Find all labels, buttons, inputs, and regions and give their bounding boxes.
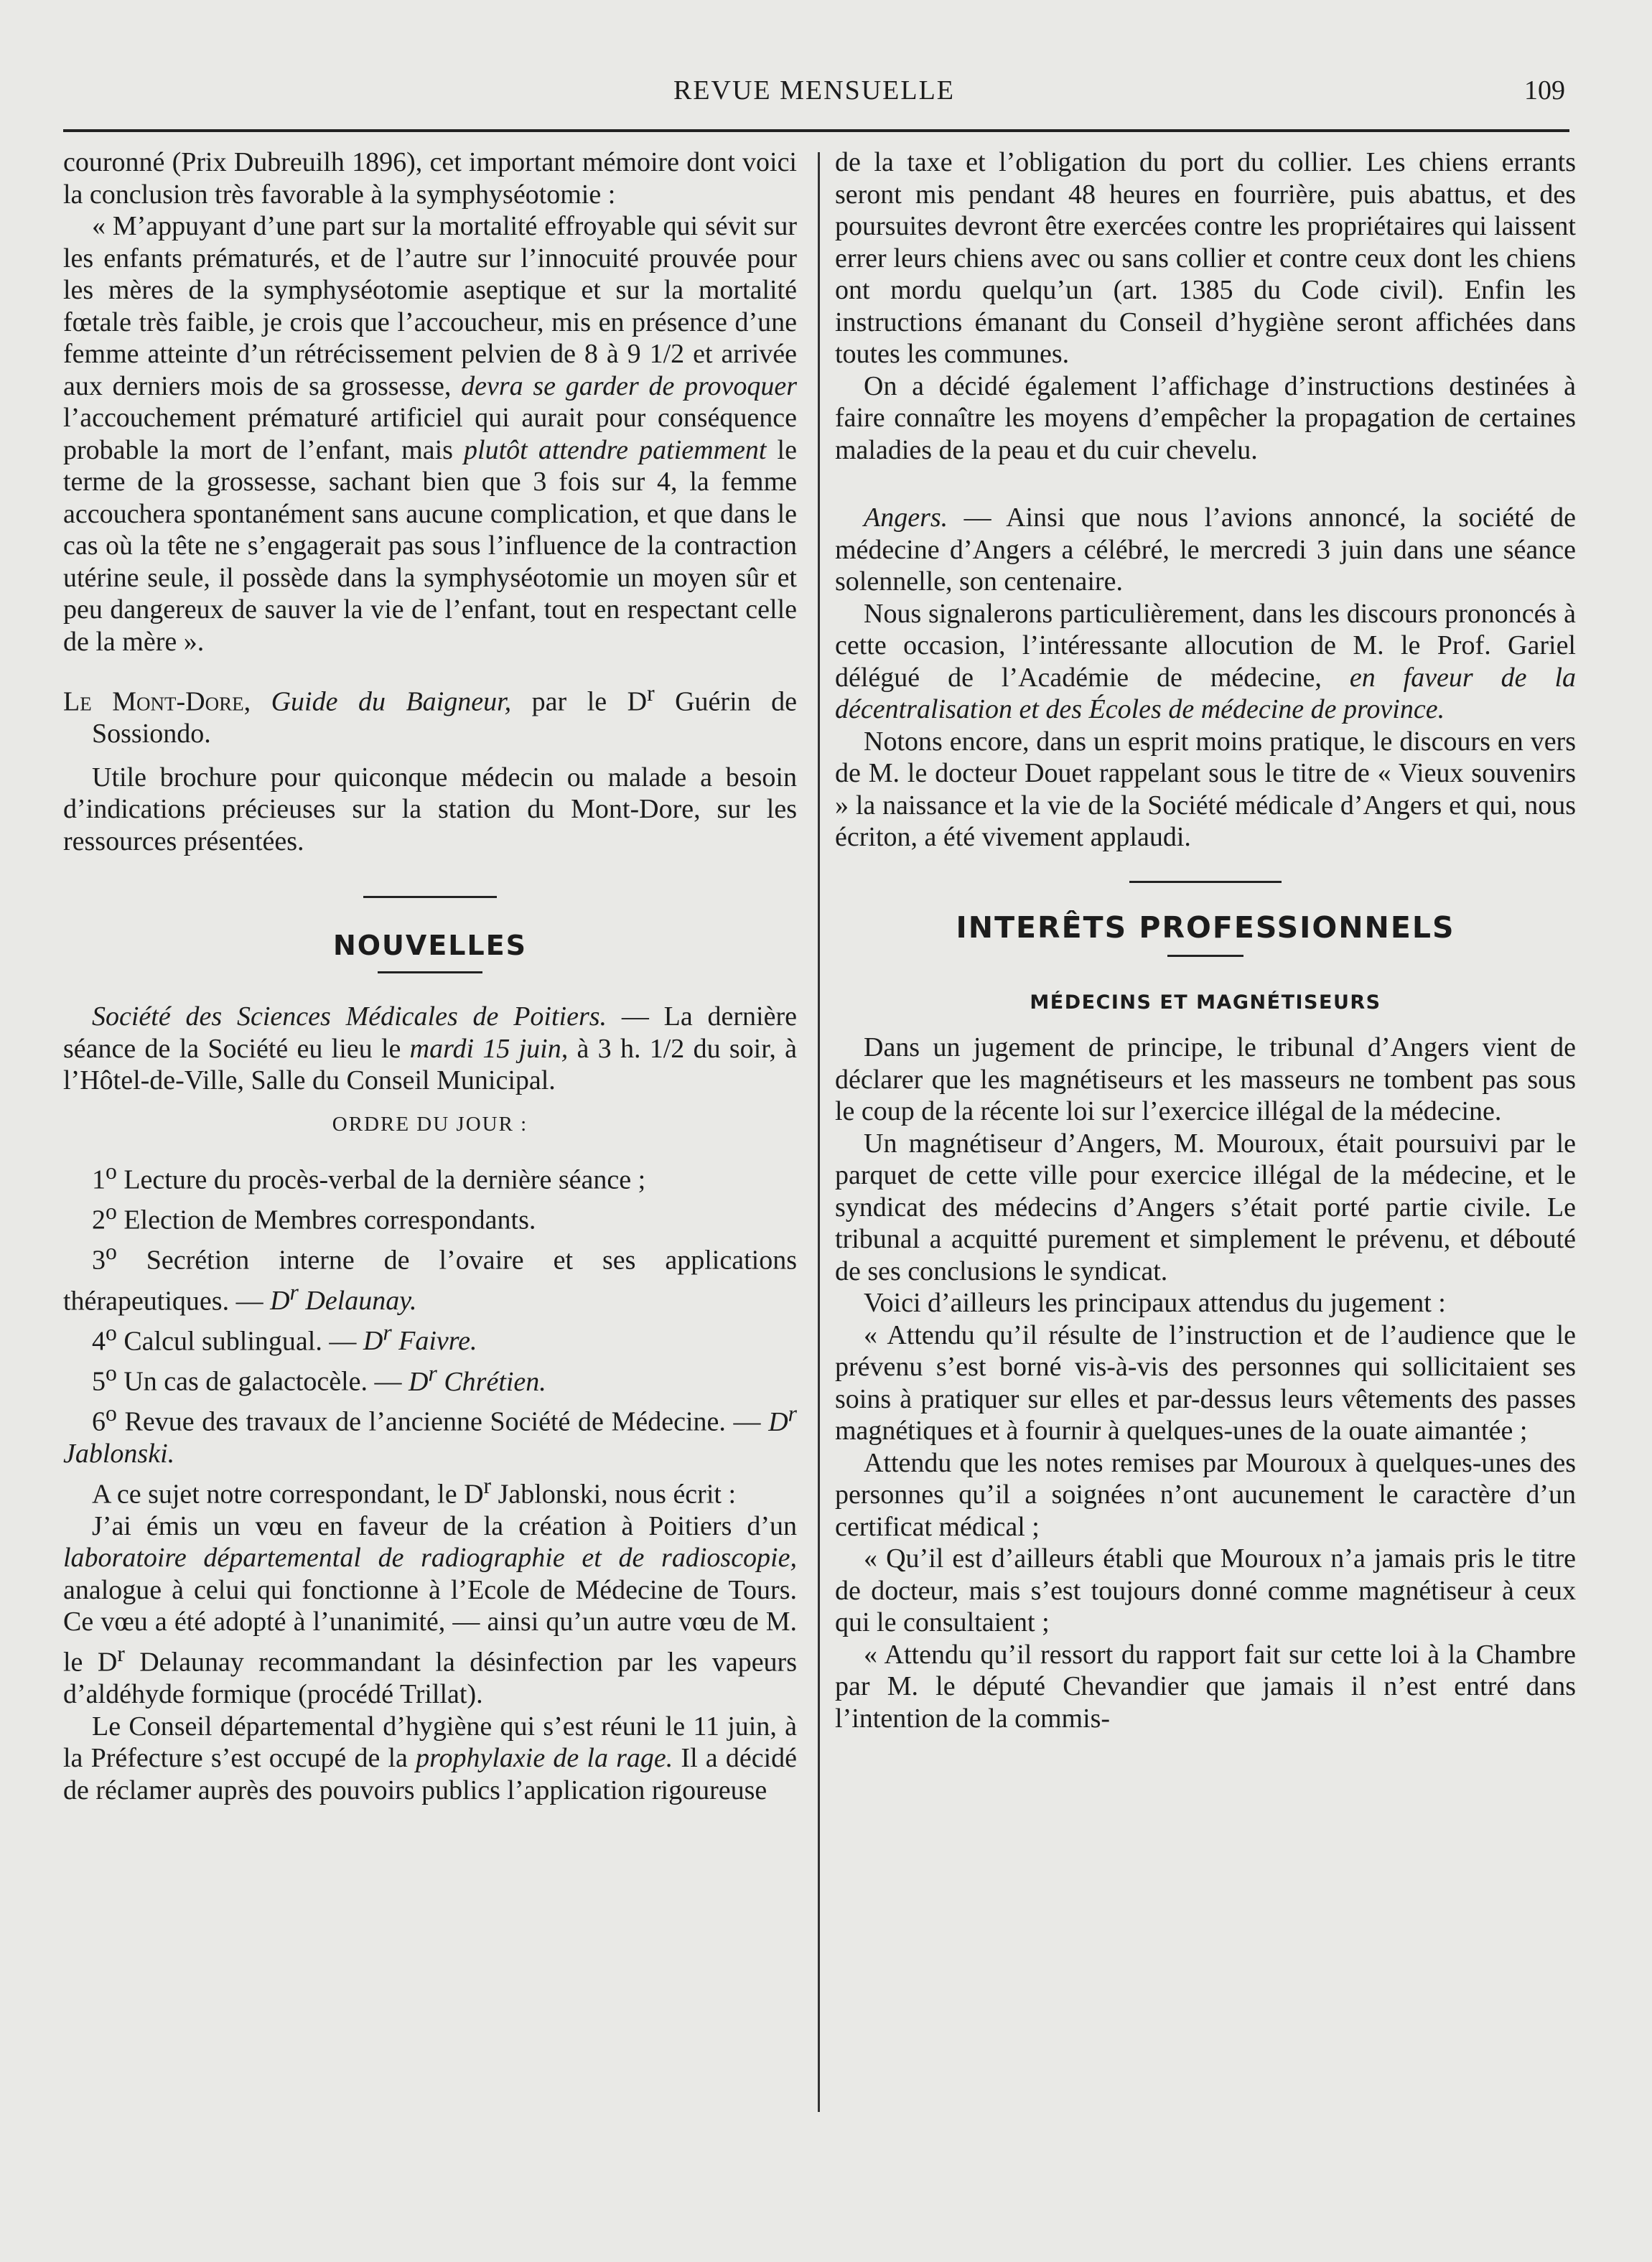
societe-announcement	[63, 1001, 797, 1097]
agenda-item	[63, 1236, 797, 1317]
paragraph-emphasis: prophylaxie de la rage.	[416, 1743, 673, 1774]
author-name: Jablonski.	[63, 1439, 175, 1469]
agenda-item	[63, 1196, 797, 1236]
paragraph-text: J’ai émis un vœu en faveur de la création à Poitiers d’un	[92, 1510, 797, 1541]
item-number: 1	[92, 1164, 106, 1195]
article-paragraph: « Attendu qu’il ressort du rapport fait sur cette loi à la Chambre par M. le député Chevandier que jamais il n’est entré dans l’intention de la commis-	[835, 1639, 1576, 1734]
voeu-paragraph	[63, 1510, 797, 1711]
item-author: $D^r$ Jablonski.	[63, 1401, 797, 1469]
title-underline	[1167, 955, 1243, 957]
quote-text: l’accouchement prématuré artificiel qui aurait pour conséquence probable la mort de l’enfant, mais	[63, 403, 797, 465]
meeting-date: mardi 15 juin,	[409, 1033, 569, 1064]
agenda-item	[63, 1398, 797, 1470]
item-number: 5	[92, 1366, 106, 1397]
left-column	[63, 146, 797, 1806]
doctor-abbrev: r	[647, 681, 655, 706]
article-paragraph: Attendu que les notes remises par Mouroux à quelques-unes des personnes qu’il a soignées n’ont aucunement le caractère d’un certificat médical ;	[835, 1447, 1576, 1542]
item-author: $D^r$ Chrétien.	[409, 1360, 546, 1397]
paragraph-text: analogue à celui qui fonctionne à l’Ecole de Médecine de Tours. Ce vœu a été adopté à l’unanimité, — ainsi qu’un autre vœu de M. le D	[63, 1574, 797, 1678]
item-author: $D^r$ Faivre.	[363, 1319, 477, 1357]
right-column	[835, 146, 1576, 1734]
quote-text: « M’appuyant d’une part sur la mortalité effroyable qui sévit sur les enfants prématurés, et de l’autre sur l’innocuité prouvée pour les mères de la symphyséotomie aseptique et sur la mortalité fœtale très faible, je crois que l’accoucheur, mis en présence d’une femme atteinte d’un rétrécissement pelvien de 8 à 9 1/2 et arrivée aux derniers mois de sa grossesse,	[63, 211, 797, 401]
ordinal-mark: o	[106, 1159, 117, 1184]
header-rule	[63, 129, 1569, 132]
paragraph-text: Delaunay recommandant la désinfection par les vapeurs d’aldéhyde formique (procédé Trillat).	[63, 1647, 797, 1710]
paragraph-continued: de la taxe et l’obligation du port du collier. Les chiens errants seront mis pendant 48 heures en fourrière, puis abattus, et des poursuites devront être exercées contre les propriétaires qui laissent errer leurs chiens avec ou sans collier et contre ceux dont les chiens ont mordu quelqu’un (art. 1385 du Code civil). Enfin les instructions émanant du Conseil d’hygiène seront affichées dans toutes les communes.	[835, 147, 1576, 369]
doctor-abbrev: r	[117, 1640, 125, 1666]
agenda-item	[63, 1317, 797, 1357]
doctor-abbrev: r	[428, 1360, 437, 1385]
ordinal-mark: o	[106, 1401, 117, 1426]
book-by: par le D	[511, 686, 648, 717]
author-name: Faivre.	[391, 1326, 477, 1357]
item-text: Revue des travaux de l’ancienne Société de Médecine. —	[116, 1406, 769, 1437]
item-author: $D^r$ Delaunay.	[270, 1279, 417, 1317]
paragraph-text: Il a décidé de réclamer auprès des pouvoirs publics l’application rigoureuse	[63, 1743, 798, 1805]
book-reference	[63, 678, 797, 750]
paragraph-text: Nous signalerons particulièrement, dans les discours prononcés à cette occasion, l’intéressante allocution de M. le Prof. Gariel délégué de l’Académie de médecine,	[835, 598, 1576, 693]
paragraph-text: Le Conseil départemental d’hygiène qui s’est réuni le 11 juin, à la Préfecture s’est occupé de la	[63, 1711, 797, 1774]
item-text: Lecture du procès-verbal de la dernière séance ;	[116, 1164, 646, 1195]
paragraph-text: — Ainsi que nous l’avions annoncé, la société de médecine d’Angers a célébré, le mercredi 3 juin dans une séance solennelle, son centenaire.	[835, 503, 1576, 597]
item-number: 6	[92, 1406, 106, 1437]
conseil-paragraph	[63, 1711, 797, 1807]
quote-emphasis: devra se garder de provoquer	[461, 370, 797, 401]
book-author: Guérin de Sossiondo.	[92, 686, 797, 749]
article-paragraph: Voici d’ailleurs les principaux attendus du jugement :	[864, 1288, 1446, 1318]
item-text: Secrétion interne de l’ovaire et ses applications thérapeutiques. —	[63, 1245, 797, 1317]
subsection-title: MÉDECINS ET MAGNÉTISEURS	[1030, 991, 1381, 1014]
ordinal-mark: o	[106, 1360, 117, 1385]
doctor-abbrev: r	[289, 1279, 299, 1305]
society-name: Société des Sciences Médicales de Poitiers.	[92, 1001, 607, 1032]
affichage-paragraph: On a décidé également l’affichage d’instructions destinées à faire connaître les moyens d’empêcher la propagation de certaines maladies de la peau et du cuir chevelu.	[835, 370, 1576, 465]
ordinal-mark: o	[106, 1319, 117, 1345]
author-name: Chrétien.	[437, 1366, 546, 1397]
discours-paragraph	[835, 598, 1576, 726]
article-paragraph: Dans un jugement de principe, le tribunal d’Angers vient de déclarer que les magnétiseurs et les masseurs ne tombent pas sous le coup de la récente loi sur l’exercice illégal de la médecine.	[835, 1032, 1576, 1126]
book-place: Le Mont-Dore,	[63, 686, 251, 717]
ordinal-mark: o	[106, 1239, 117, 1265]
doctor-abbrev: r	[483, 1472, 492, 1498]
section-title-nouvelles: NOUVELLES	[332, 930, 528, 962]
correspondent-intro	[63, 1470, 797, 1510]
paragraph-emphasis: en faveur de la décentralisation et des Écoles de médecine de province.	[835, 662, 1576, 724]
paragraph-emphasis: laboratoire départemental de radiographie et de radioscopie,	[63, 1543, 797, 1574]
agenda-title: ORDRE DU JOUR :	[332, 1112, 528, 1136]
item-number: 2	[92, 1205, 106, 1235]
angers-paragraph	[835, 502, 1576, 598]
article-paragraph: Un magnétiseur d’Angers, M. Mouroux, était poursuivi par le parquet de cette ville pour exercice illégal de la médecine, et le syndicat des médecins d’Angers s’était porté partie civile. Le tribunal a acquitté purement et simplement le prévenu, et débouté de ses conclusions le syndicat.	[835, 1128, 1576, 1286]
announcement-text: — La dernière séance de la Société eu lieu le	[63, 1001, 797, 1064]
section-title-interets: INTERÊTS PROFESSIONNELS	[956, 910, 1455, 945]
agenda-item	[63, 1357, 797, 1398]
item-text: Election de Membres correspondants.	[116, 1205, 536, 1235]
agenda-item	[63, 1156, 797, 1196]
title-underline	[378, 971, 482, 973]
book-title: Guide du Baigneur,	[271, 686, 512, 717]
column-divider	[818, 152, 820, 2112]
ordinal-mark: o	[106, 1199, 117, 1225]
announcement-text: à 3 h. 1/2 du soir, à l’Hôtel-de-Ville, Salle du Conseil Municipal.	[63, 1033, 797, 1096]
city-name: Angers.	[864, 503, 948, 533]
section-rule	[363, 896, 497, 898]
item-text: Un cas de galactocèle. —	[116, 1366, 409, 1397]
item-text: Calcul sublingual. —	[116, 1326, 363, 1357]
book-review: Utile brochure pour quiconque médecin ou malade a besoin d’indications précieuses sur la station du Mont-Dore, sur les ressources présentées.	[63, 762, 797, 856]
agenda-list	[63, 1156, 797, 1470]
quote-text: le terme de la grossesse, sachant bien que 3 fois sur 4, la femme accouchera spontanément sans aucune complication, et que dans le cas où la tête ne s’engagerait pas sous l’influence de la contraction utérine seule, il possède dans la symphyséotomie un moyen sûr et peu dangereux de sauver la vie de l’enfant, tout en respectant celle de la mère ».	[63, 434, 797, 657]
author-name: Delaunay.	[298, 1286, 417, 1317]
paragraph-text: Jablonski, nous écrit :	[491, 1479, 736, 1510]
running-head	[63, 72, 1565, 122]
article-paragraph: « Attendu qu’il résulte de l’instruction et de l’audience que le prévenu s’est borné vis-à-vis des personnes qui sollicitaient ses soins à pratiquer sur elles et par-dessus leurs vêtements des passes magnétiques et à fournir à quelques-unes de la ouate aimantée ;	[835, 1319, 1576, 1446]
quote-emphasis: plutôt attendre patiemment	[464, 434, 767, 465]
paragraph-intro: couronné (Prix Dubreuilh 1896), cet important mémoire dont voici la conclusion très favorable à la symphyséotomie :	[63, 147, 797, 210]
page-number: 109	[1524, 75, 1565, 106]
article-body	[835, 1032, 1576, 1734]
doctor-abbrev: r	[788, 1401, 797, 1426]
section-rule	[1129, 881, 1282, 883]
paragraph-text: A ce sujet notre correspondant, le D	[92, 1479, 484, 1510]
article-paragraph: « Qu’il est d’ailleurs établi que Mouroux n’a jamais pris le titre de docteur, mais s’est toujours donné comme magnétiseur à ceux qui le consultaient ;	[835, 1543, 1576, 1637]
item-number: 4	[92, 1326, 106, 1357]
doctor-abbrev: r	[383, 1319, 392, 1345]
journal-title: REVUE MENSUELLE	[673, 75, 956, 106]
douet-paragraph: Notons encore, dans un esprit moins pratique, le discours en vers de M. le docteur Douet rappelant sous le titre de « Vieux souvenirs » la naissance et la vie de la Société médicale d’Angers et qui, nous écriton, a été vivement applaudi.	[835, 726, 1576, 852]
item-number: 3	[92, 1245, 106, 1276]
conclusion-quote	[63, 210, 797, 658]
